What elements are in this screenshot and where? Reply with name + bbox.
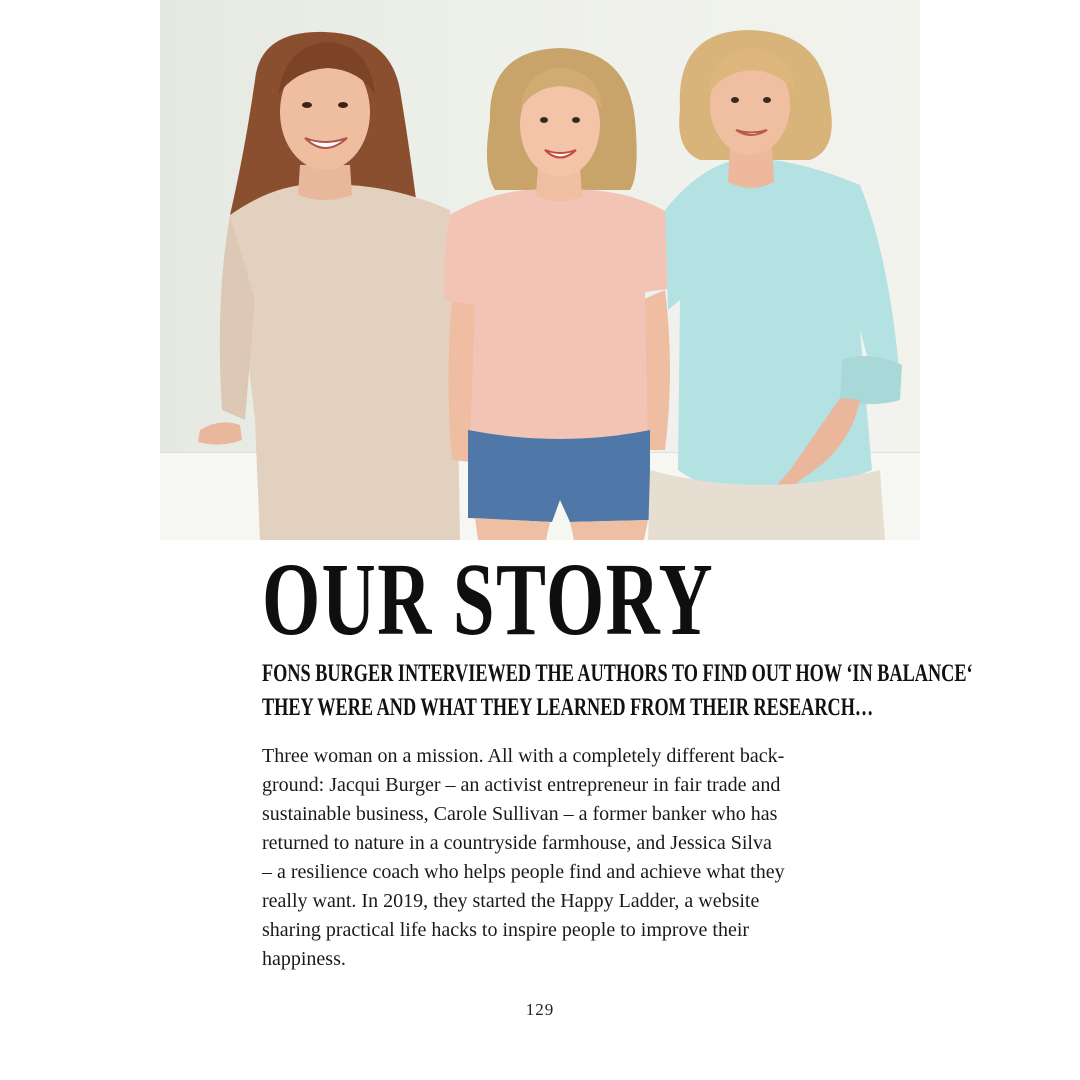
body-line: Three woman on a mission. All with a completely different back- — [262, 745, 785, 767]
subtitle-line: FONS BURGER INTERVIEWED THE AUTHORS TO FIND OUT HOW ‘IN BALANCE‘ — [262, 660, 973, 687]
body-paragraph — [262, 742, 822, 974]
body-line: returned to nature in a countryside farmhouse, and Jessica Silva — [262, 832, 772, 854]
page-title: OUR STORY — [262, 542, 715, 657]
authors-illustration — [160, 0, 920, 540]
woman-right-figure — [648, 30, 902, 540]
body-line: happiness. — [262, 948, 346, 970]
woman-middle-figure — [444, 48, 677, 540]
body-line: sharing practical life hacks to inspire people to improve their — [262, 919, 750, 941]
page-number: 129 — [525, 1000, 555, 1019]
subtitle-line: THEY WERE AND WHAT THEY LEARNED FROM THEIR RESEARCH… — [262, 694, 874, 721]
body-line: sustainable business, Carole Sullivan – a former banker who has — [262, 803, 778, 825]
woman-left-figure — [198, 32, 460, 540]
body-line: really want. In 2019, they started the Happy Ladder, a website — [262, 890, 760, 912]
body-line: ground: Jacqui Burger – an activist entrepreneur in fair trade and — [262, 774, 781, 796]
authors-photo — [160, 0, 920, 540]
body-line: – a resilience coach who helps people find and achieve what they — [262, 861, 785, 883]
article-subtitle — [262, 657, 973, 725]
